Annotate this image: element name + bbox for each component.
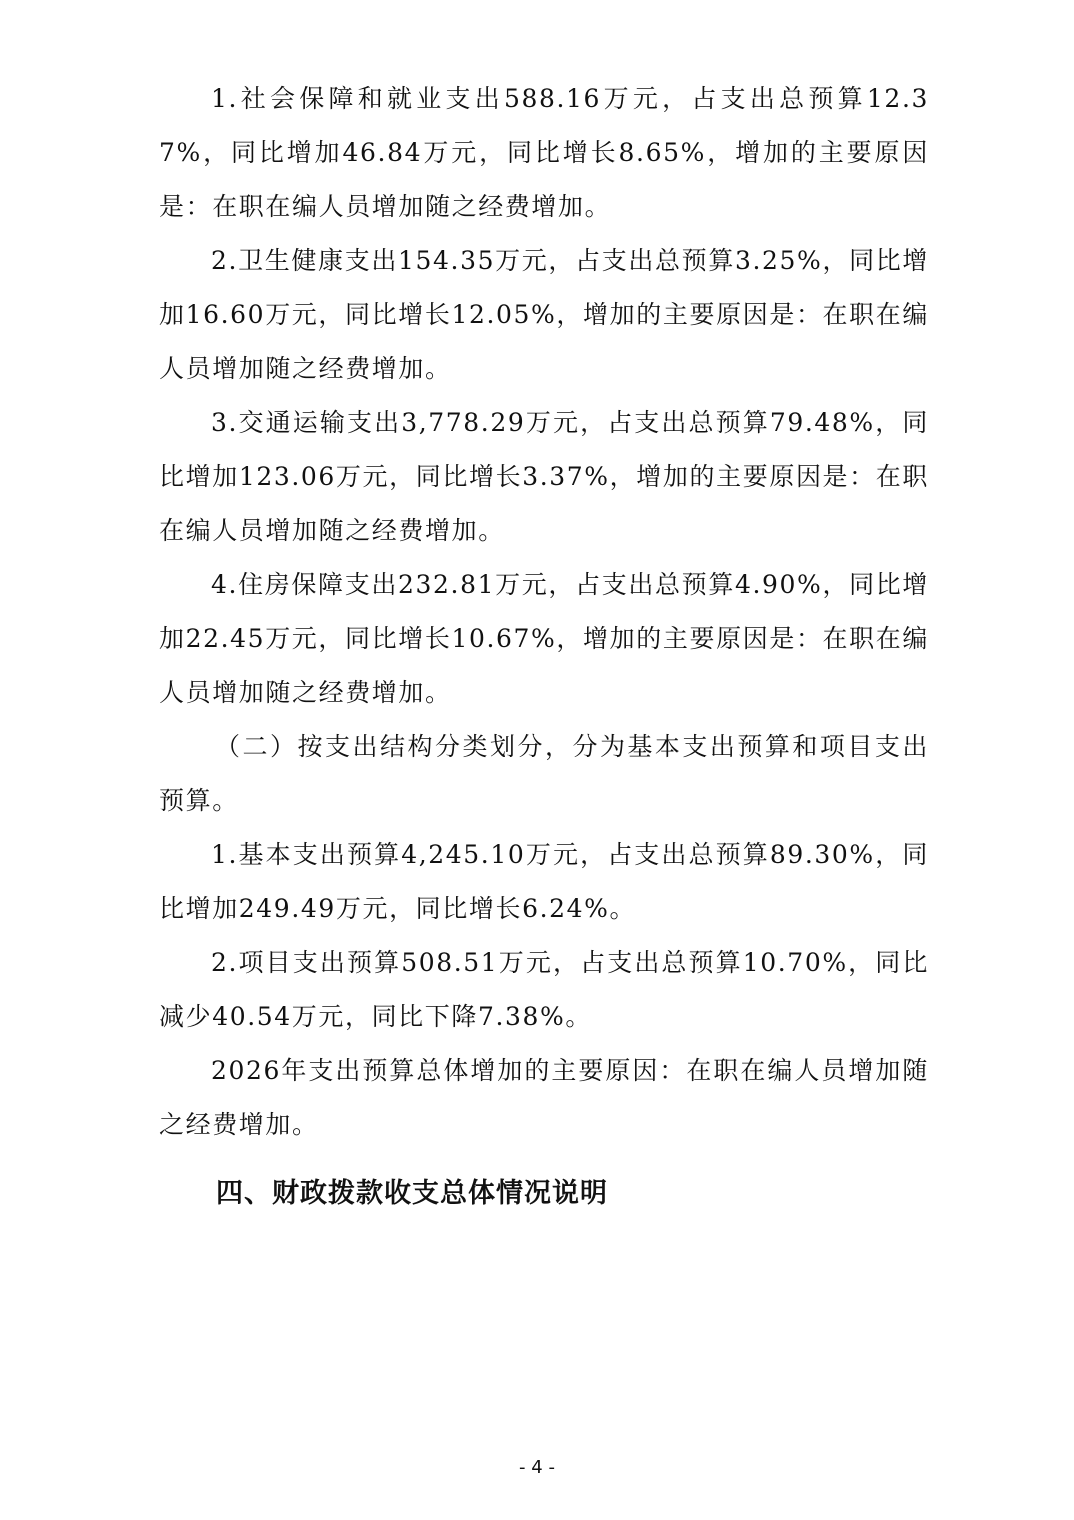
paragraph-health: 2.卫生健康支出154.35万元，占支出总预算3.25%，同比增加16.60万元，同比增长12.05%，增加的主要原因是：在职在编人员增加随之经费增加。: [159, 246, 929, 383]
paragraph-transport: 3.交通运输支出3,778.29万元，占支出总预算79.48%，同比增加123.06万元，同比增长3.37%，增加的主要原因是：在职在编人员增加随之经费增加。: [159, 408, 929, 545]
paragraph-structure-classification: （二）按支出结构分类划分，分为基本支出预算和项目支出预算。: [159, 732, 929, 815]
paragraph-project-expenditure: 2.项目支出预算508.51万元，占支出总预算10.70%，同比减少40.54万元，同比下降7.38%。: [159, 948, 929, 1031]
paragraph-housing: 4.住房保障支出232.81万元，占支出总预算4.90%，同比增加22.45万元，同比增长10.67%，增加的主要原因是：在职在编人员增加随之经费增加。: [159, 570, 929, 707]
paragraph-social-security: 1.社会保障和就业支出588.16万元，占支出总预算12.37%，同比增加46.84万元，同比增长8.65%，增加的主要原因是：在职在编人员增加随之经费增加。: [159, 84, 929, 221]
page-number: - 4 -: [519, 1457, 555, 1478]
document-body: [159, 72, 929, 1152]
paragraph-overall-reason: 2026年支出预算总体增加的主要原因：在职在编人员增加随之经费增加。: [159, 1056, 929, 1139]
paragraph-basic-expenditure: 1.基本支出预算4,245.10万元，占支出总预算89.30%，同比增加249.49万元，同比增长6.24%。: [159, 840, 929, 923]
section-heading: 四、财政拨款收支总体情况说明: [216, 1178, 608, 1209]
